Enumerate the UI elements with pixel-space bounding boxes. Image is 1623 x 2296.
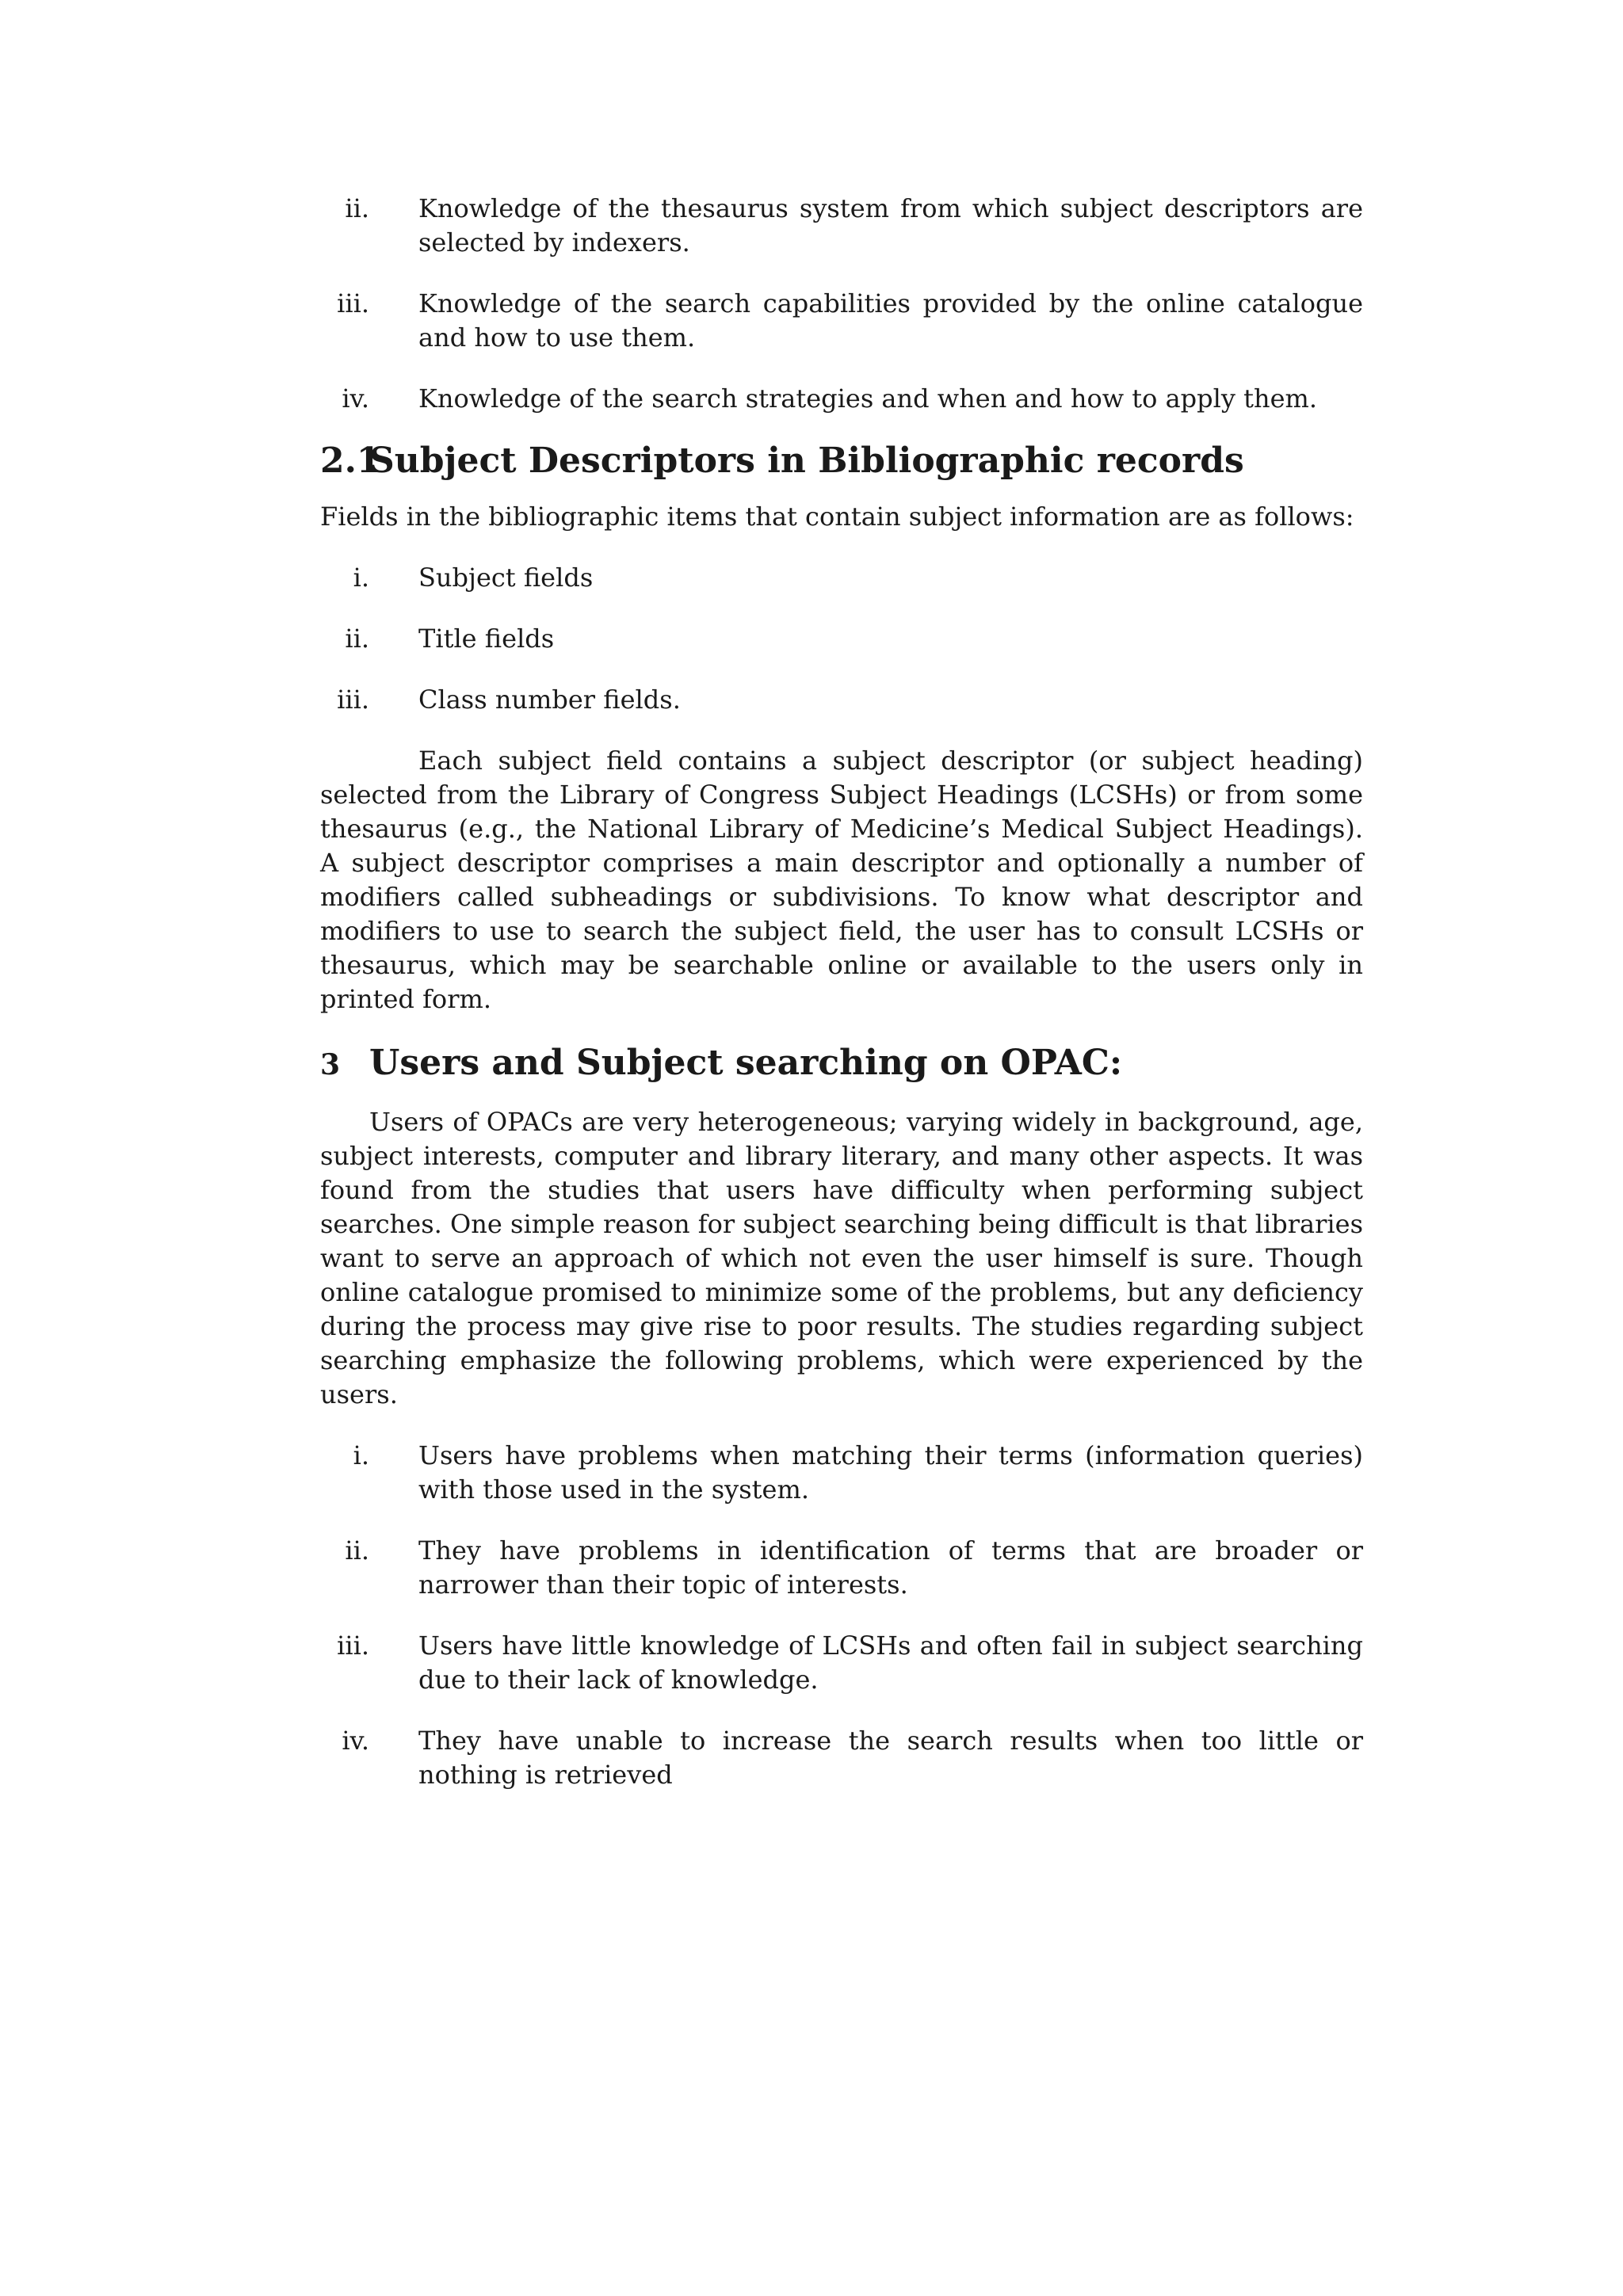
list-item [320,1439,1363,1507]
list-item [320,192,1363,260]
list-marker: ii. [345,193,369,223]
list-item [320,1534,1363,1602]
problems-list [320,1439,1363,1792]
section-number: 2.1 [320,441,381,481]
list-marker: i. [353,563,369,593]
knowledge-list [320,192,1363,416]
list-item-text: Class number fields. [418,685,681,715]
list-item [320,287,1363,355]
list-item [320,622,1363,656]
list-item-text: Users have little knowledge of LCSHs and often fail in subject searching due to their lack of knowledge. [418,1630,1363,1695]
list-item-text: Title fields [418,624,555,654]
list-item-text: Knowledge of the search capabilities provided by the online catalogue and how to use them. [418,288,1363,353]
list-marker: i. [353,1440,369,1470]
list-item-text: Users have problems when matching their terms (information queries) with those used in the system. [418,1440,1363,1505]
list-marker: iii. [337,288,369,318]
list-item [320,683,1363,717]
list-marker: ii. [345,624,369,654]
section-number: 3 [320,1048,341,1081]
list-marker: iii. [337,685,369,715]
section-title: Subject Descriptors in Bibliographic records [369,441,1244,481]
fields-lead-paragraph: Fields in the bibliographic items that contain subject information are as follows: [320,502,1354,532]
list-item-text: They have unable to increase the search results when too little or nothing is retrieved [418,1726,1363,1790]
list-item-text: Knowledge of the thesaurus system from which subject descriptors are selected by indexers. [418,193,1363,257]
list-marker: ii. [345,1535,369,1566]
list-item [320,561,1363,595]
list-item [320,1724,1363,1792]
list-item-text: Knowledge of the search strategies and when and how to apply them. [418,383,1318,414]
section-heading-2-1 [320,438,1363,484]
subject-descriptor-paragraph: Each subject field contains a subject descriptor (or subject heading) selected from the Library of Congress Subject Headings (LCSHs) or from some thesaurus (e.g., the National Library of Medicine’s Medical Subject Headings). A subject descriptor comprises a main descriptor and optionally a number of modifiers called subheadings or subdivisions. To know what descriptor and modifiers to use to search the subject field, the user has to consult LCSHs or thesaurus, which may be searchable online or available to the users only in printed form. [320,746,1363,1014]
list-marker: iv. [342,383,369,414]
document-page [320,192,1363,1819]
list-item-text: They have problems in identification of terms that are broader or narrower than their topic of interests. [418,1535,1363,1600]
list-item-text: Subject fields [418,563,594,593]
list-item [320,382,1363,416]
section-heading-3 [320,1040,1363,1088]
list-marker: iii. [337,1630,369,1661]
list-marker: iv. [342,1726,369,1756]
users-paragraph: Users of OPACs are very heterogeneous; varying widely in background, age, subject interests, computer and library literary, and many other aspects. It was found from the studies that users have difficulty when performing subject searches. One simple reason for subject searching being difficult is that libraries want to serve an approach of which not even the user himself is sure. Though online catalogue promised to minimize some of the problems, but any deficiency during the process may give rise to poor results. The studies regarding subject searching emphasize the following problems, which were experienced by the users. [320,1107,1363,1409]
subject-fields-list [320,561,1363,717]
list-item [320,1629,1363,1697]
section-title: Users and Subject searching on OPAC: [369,1043,1123,1083]
